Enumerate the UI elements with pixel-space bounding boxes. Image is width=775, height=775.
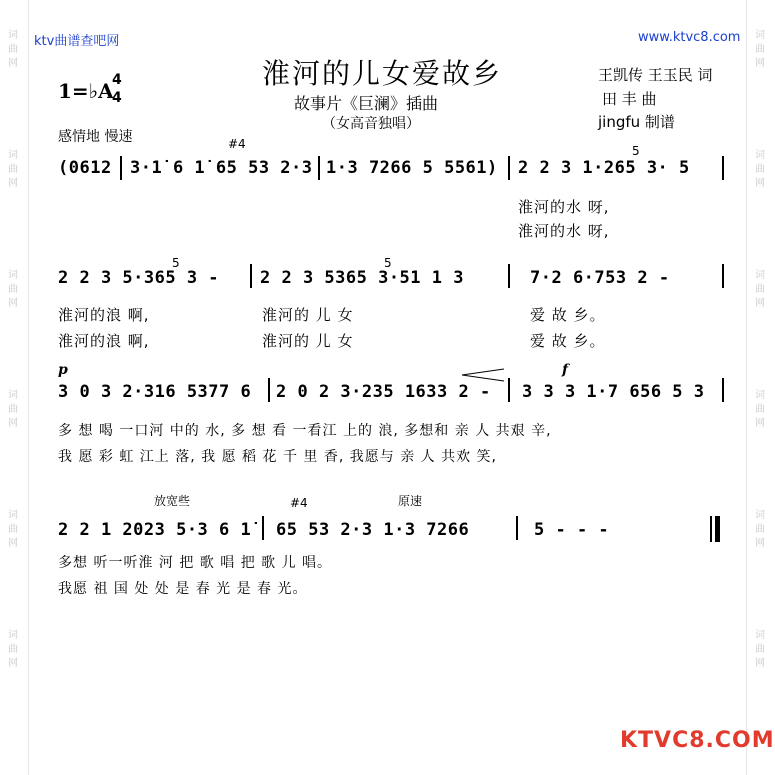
watermark-char: 词 bbox=[8, 510, 18, 521]
watermark-char: 网 bbox=[8, 418, 18, 429]
measure: 2 2 3 5365 3·51 1 3 bbox=[260, 268, 464, 288]
watermark-char: 曲 bbox=[8, 284, 18, 295]
watermark-char: 网 bbox=[755, 658, 765, 669]
watermark-char: 词 bbox=[8, 390, 18, 401]
barline bbox=[262, 516, 264, 540]
measure: (0612 bbox=[58, 158, 112, 178]
barline bbox=[516, 516, 518, 540]
grace-note: 5 bbox=[384, 256, 392, 270]
expression-mark: 原速 bbox=[398, 494, 423, 508]
barline bbox=[722, 156, 724, 180]
song-title: 淮河的儿女爱故乡 bbox=[262, 57, 503, 90]
dynamic-piano: p bbox=[58, 362, 68, 378]
measure: 2 2 1 2023 5·3 6 1̇ bbox=[58, 520, 252, 540]
watermark-char: 词 bbox=[8, 270, 18, 281]
lyric-line-1: 多想 听一听淮 河 把 歌 唱 把 歌 儿 唱。 bbox=[58, 555, 333, 571]
watermark-char: 曲 bbox=[755, 44, 765, 55]
transcriber-credit: jingfu 制谱 bbox=[598, 113, 675, 131]
barline bbox=[722, 264, 724, 288]
time-signature-bottom: 4 bbox=[112, 90, 122, 106]
measure: 1·3 7266 5 5561) bbox=[326, 158, 498, 178]
lyricist-credit: 王凯传 王玉民 词 bbox=[598, 66, 713, 84]
site-url-link[interactable]: www.ktvc8.com bbox=[638, 30, 741, 45]
watermark-char: 网 bbox=[8, 298, 18, 309]
watermark-char: 网 bbox=[8, 58, 18, 69]
watermark-char: 曲 bbox=[8, 404, 18, 415]
measure: 2 2 3 5·365 3 - bbox=[58, 268, 220, 288]
measure: 3 3 3 1·7 656 5 3 bbox=[522, 382, 705, 402]
time-signature-top: 4 bbox=[112, 72, 122, 88]
watermark-char: 网 bbox=[755, 58, 765, 69]
measure: 5 - - - bbox=[534, 520, 610, 540]
barline bbox=[508, 264, 510, 288]
sharp-four-mark: #4 bbox=[290, 496, 308, 510]
site-logo: KTVC8.COM bbox=[620, 728, 775, 753]
measure: 2 0 2 3·235 1633 2 - bbox=[276, 382, 491, 402]
final-barline-thick bbox=[715, 516, 720, 542]
barline bbox=[250, 264, 252, 288]
lyric-line-2: 我 愿 彩 虹 江上 落, 我 愿 稻 花 千 里 香, 我愿与 亲 人 共欢 笑, bbox=[58, 449, 498, 465]
watermark-char: 网 bbox=[8, 538, 18, 549]
watermark-char: 曲 bbox=[755, 524, 765, 535]
watermark-char: 网 bbox=[755, 298, 765, 309]
barline bbox=[120, 156, 122, 180]
right-watermark-strip bbox=[746, 0, 775, 775]
lyric-line-2: 我愿 祖 国 处 处 是 春 光 是 春 光。 bbox=[58, 581, 308, 597]
watermark-char: 词 bbox=[755, 390, 765, 401]
watermark-char: 曲 bbox=[8, 524, 18, 535]
crescendo-mark bbox=[460, 368, 506, 382]
watermark-char: 曲 bbox=[755, 404, 765, 415]
sharp-four-mark: #4 bbox=[228, 137, 246, 151]
watermark-char: 曲 bbox=[8, 44, 18, 55]
lyric-line-1: 多 想 喝 一口河 中的 水, 多 想 看 一看江 上的 浪, 多想和 亲 人 共艰 辛, bbox=[58, 423, 552, 439]
key-signature: 1=♭A bbox=[58, 79, 114, 103]
site-name-link[interactable]: ktv曲谱查吧网 bbox=[34, 34, 120, 49]
lyric-line-2: 淮河的浪 啊, bbox=[58, 332, 150, 350]
measure: 3 0 3 2·316 5377 6 bbox=[58, 382, 252, 402]
watermark-char: 词 bbox=[8, 630, 18, 641]
lyric-line-1: 爱 故 乡。 bbox=[530, 306, 606, 324]
watermark-char: 网 bbox=[755, 178, 765, 189]
final-barline-thin bbox=[710, 516, 712, 542]
lyric-line-1: 淮河的浪 啊, bbox=[58, 306, 150, 324]
song-subtitle: 故事片《巨澜》插曲 bbox=[294, 94, 439, 113]
grace-note: 5 bbox=[632, 144, 640, 158]
voice-type: （女高音独唱） bbox=[322, 116, 420, 132]
watermark-char: 词 bbox=[8, 30, 18, 41]
composer-credit: 田 丰 曲 bbox=[602, 90, 657, 108]
tempo-marking: 感情地 慢速 bbox=[58, 129, 133, 145]
watermark-char: 网 bbox=[755, 418, 765, 429]
lyric-line-1: 淮河的 儿 女 bbox=[262, 306, 354, 324]
watermark-char: 词 bbox=[755, 150, 765, 161]
watermark-char: 词 bbox=[755, 510, 765, 521]
lyric-line-2: 淮河的水 呀, bbox=[518, 222, 610, 240]
watermark-char: 网 bbox=[8, 658, 18, 669]
left-watermark-strip bbox=[0, 0, 29, 775]
measure: 2 2 3 1·265 3· 5 bbox=[518, 158, 690, 178]
measure: 3·1̇ 6 1̇ 65 53 2·3 bbox=[130, 158, 313, 178]
barline bbox=[318, 156, 320, 180]
lyric-line-2: 爱 故 乡。 bbox=[530, 332, 606, 350]
expression-mark: 放宽些 bbox=[154, 494, 191, 508]
measure: 65 53 2·3 1·3 7266 bbox=[276, 520, 470, 540]
watermark-char: 曲 bbox=[755, 284, 765, 295]
watermark-char: 网 bbox=[8, 178, 18, 189]
watermark-char: 曲 bbox=[8, 164, 18, 175]
watermark-char: 词 bbox=[755, 270, 765, 281]
watermark-char: 网 bbox=[755, 538, 765, 549]
watermark-char: 曲 bbox=[755, 164, 765, 175]
watermark-char: 词 bbox=[755, 630, 765, 641]
barline bbox=[508, 156, 510, 180]
watermark-char: 曲 bbox=[8, 644, 18, 655]
measure: 7·2 6·753 2 - bbox=[530, 268, 670, 288]
watermark-char: 词 bbox=[755, 30, 765, 41]
watermark-char: 词 bbox=[8, 150, 18, 161]
barline bbox=[722, 378, 724, 402]
dynamic-forte: f bbox=[562, 362, 569, 378]
lyric-line-2: 淮河的 儿 女 bbox=[262, 332, 354, 350]
barline bbox=[508, 378, 510, 402]
grace-note: 5 bbox=[172, 256, 180, 270]
watermark-char: 曲 bbox=[755, 644, 765, 655]
lyric-line-1: 淮河的水 呀, bbox=[518, 198, 610, 216]
barline bbox=[268, 378, 270, 402]
